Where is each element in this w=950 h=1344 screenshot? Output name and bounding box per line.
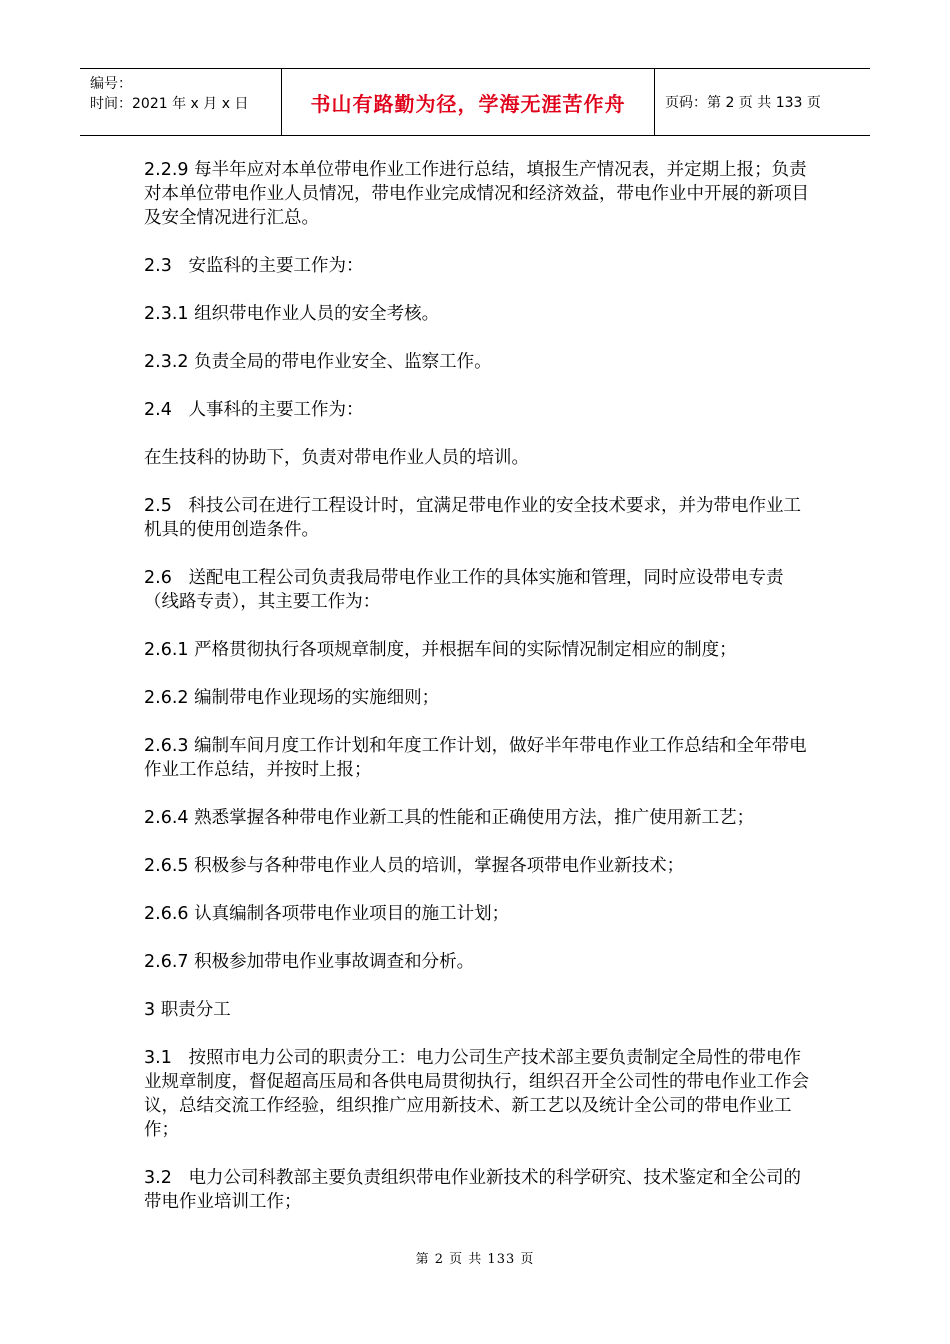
- motto-text: 书山有路勤为径，学海无涯苦作舟: [310, 91, 626, 116]
- paragraph-2-3-2: 2.3.2 负责全局的带电作业安全、监察工作。: [144, 352, 492, 372]
- paragraph-2-2-9: 2.2.9 每半年应对本单位带电作业工作进行总结，填报生产情况表，并定期上报；负责对本单位带电作业人员情况，带电作业完成情况和经济效益，带电作业中开展的新项目及安全情况进行汇总。: [144, 160, 809, 228]
- page-info: 页码：第 2 页 共 133 页: [665, 95, 821, 111]
- footer-page-number: 第 2 页 共 133 页: [415, 1252, 535, 1267]
- document-body: [144, 158, 814, 1238]
- paragraph-2-6-5: 2.6.5 积极参与各种带电作业人员的培训，掌握各项带电作业新技术；: [144, 856, 685, 876]
- paragraph-2-3: 2.3 安监科的主要工作为：: [144, 256, 364, 276]
- paragraph-2-6-2: 2.6.2 编制带电作业现场的实施细则；: [144, 688, 440, 708]
- paragraph-2-6: 2.6 送配电工程公司负责我局带电作业工作的具体实施和管理，同时应设带电专责（线路专责），其主要工作为：: [144, 568, 784, 612]
- serial-label: 编号：: [90, 76, 132, 92]
- paragraph-2-6-7: 2.6.7 积极参加带电作业事故调查和分析。: [144, 952, 475, 972]
- time-label: 时间：2021 年 x 月 x 日: [90, 96, 249, 112]
- paragraph-2-5: 2.5 科技公司在进行工程设计时，宜满足带电作业的安全技术要求，并为带电作业工机具的使用创造条件。: [144, 496, 802, 540]
- paragraph-2-4-body: 在生技科的协助下，负责对带电作业人员的培训。: [144, 448, 529, 468]
- paragraph-3-1: 3.1 按照市电力公司的职责分工：电力公司生产技术部主要负责制定全局性的带电作业规章制度，督促超高压局和各供电局贯彻执行，组织召开全公司性的带电作业工作会议，总结交流工作经验，组织推广应用新技术、新工艺以及统计全公司的带电作业工作；: [144, 1048, 809, 1140]
- paragraph-2-6-4: 2.6.4 熟悉掌握各种带电作业新工具的性能和正确使用方法，推广使用新工艺；: [144, 808, 755, 828]
- header-table: [80, 68, 870, 136]
- header-motto-cell: [282, 69, 655, 135]
- paragraph-3-2: 3.2 电力公司科教部主要负责组织带电作业新技术的科学研究、技术鉴定和全公司的带电作业培训工作；: [144, 1168, 802, 1212]
- paragraph-2-6-3: 2.6.3 编制车间月度工作计划和年度工作计划，做好半年带电作业工作总结和全年带电作业工作总结，并按时上报；: [144, 736, 807, 780]
- section-heading-3: 3 职责分工: [144, 1000, 231, 1020]
- paragraph-2-4: 2.4 人事科的主要工作为：: [144, 400, 364, 420]
- header-meta-cell: [80, 69, 282, 135]
- paragraph-2-6-1: 2.6.1 严格贯彻执行各项规章制度，并根据车间的实际情况制定相应的制度；: [144, 640, 737, 660]
- paragraph-2-6-6: 2.6.6 认真编制各项带电作业项目的施工计划；: [144, 904, 510, 924]
- paragraph-2-3-1: 2.3.1 组织带电作业人员的安全考核。: [144, 304, 440, 324]
- page-footer: [0, 1248, 950, 1267]
- header-page-cell: [655, 69, 870, 135]
